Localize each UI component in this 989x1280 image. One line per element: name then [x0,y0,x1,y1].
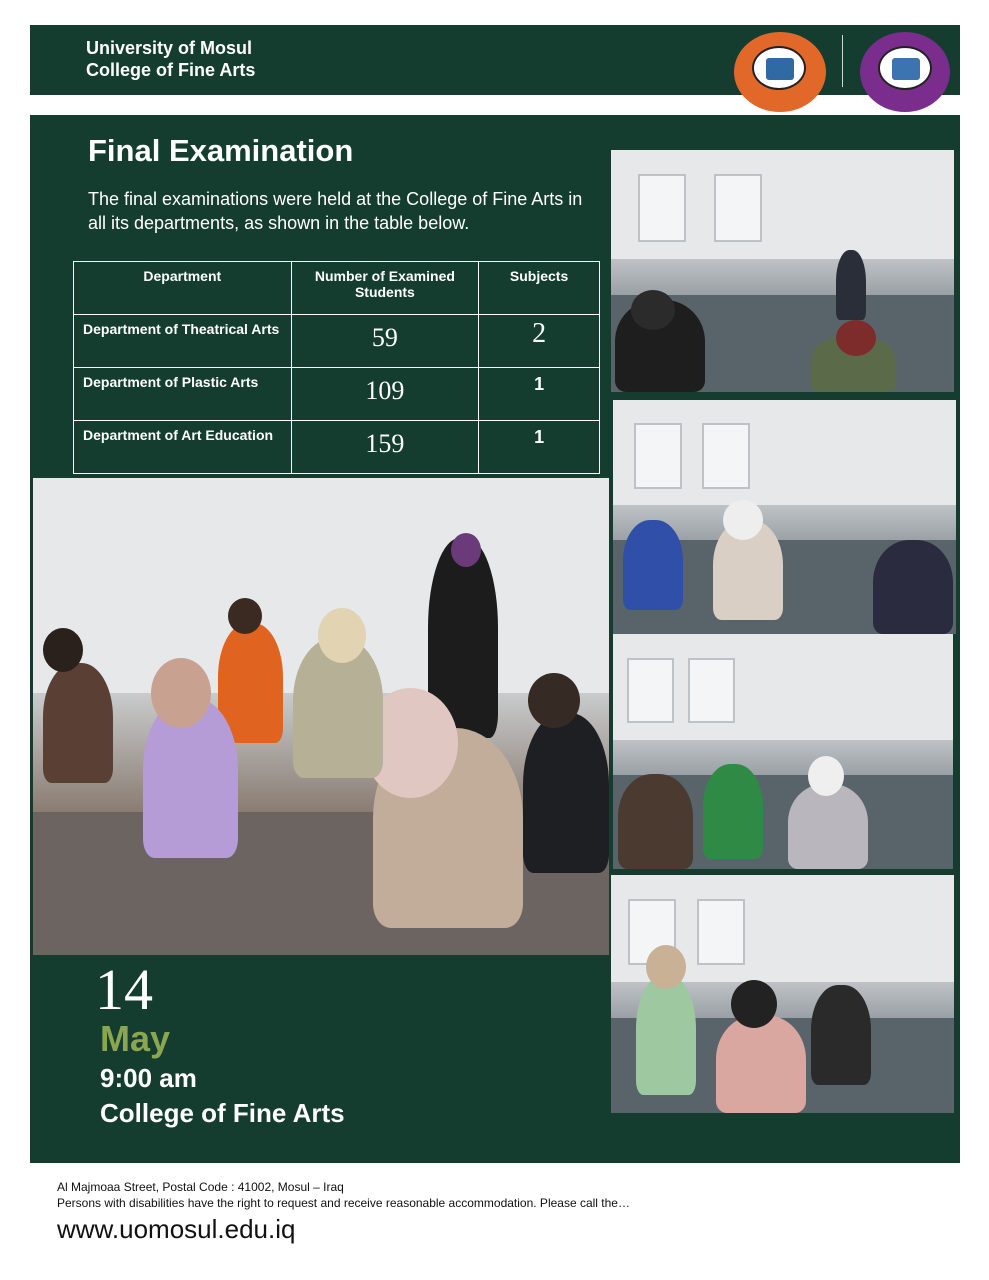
footer-accessibility-note: Persons with disabilities have the right to request and receive reasonable accommodation. Please call the… [57,1196,630,1210]
exam-hall-photo-3 [613,634,953,869]
department-cell: Department of Theatrical Arts [74,315,292,368]
table-row [74,315,600,368]
footer-website-link[interactable]: www.uomosul.edu.iq [57,1214,296,1244]
intro-text: The final examinations were held at the College of Fine Arts in all its departments, as shown in the table below. [88,189,583,233]
subjects-cell: 1 [479,368,600,421]
university-seal-icon [734,32,826,112]
college-seal-icon [860,32,950,112]
department-cell: Department of Art Education [74,421,292,474]
table-row [74,421,600,474]
event-day: 14 [95,957,153,1022]
header-divider [842,35,843,87]
column-header-students: Number of Examined Students [291,262,479,315]
footer-address: Al Majmoaa Street, Postal Code : 41002, Mosul – Iraq [57,1180,344,1194]
college-name: College of Fine Arts [86,60,256,80]
subjects-cell: 1 [479,421,600,474]
event-time: 9:00 am [100,1063,197,1093]
department-cell: Department of Plastic Arts [74,368,292,421]
students-cell: 109 [291,368,479,421]
table-row [74,368,600,421]
main-panel [30,115,960,1163]
column-header-department: Department [74,262,292,315]
table-header-row [74,262,600,315]
exam-hall-photo-main [33,478,609,955]
exam-hall-photo-2 [613,400,956,634]
university-name: University of Mosul [86,38,253,58]
subjects-cell: 2 [479,315,600,368]
students-cell: 59 [291,315,479,368]
event-month: May [100,1018,171,1059]
event-place: College of Fine Arts [100,1098,345,1128]
page-title: Final Examination [88,133,354,168]
exam-hall-photo-1 [611,150,954,392]
students-cell: 159 [291,421,479,474]
exam-hall-photo-4 [611,875,954,1113]
column-header-subjects: Subjects [479,262,600,315]
page-header [30,25,960,95]
exam-table [73,261,600,474]
